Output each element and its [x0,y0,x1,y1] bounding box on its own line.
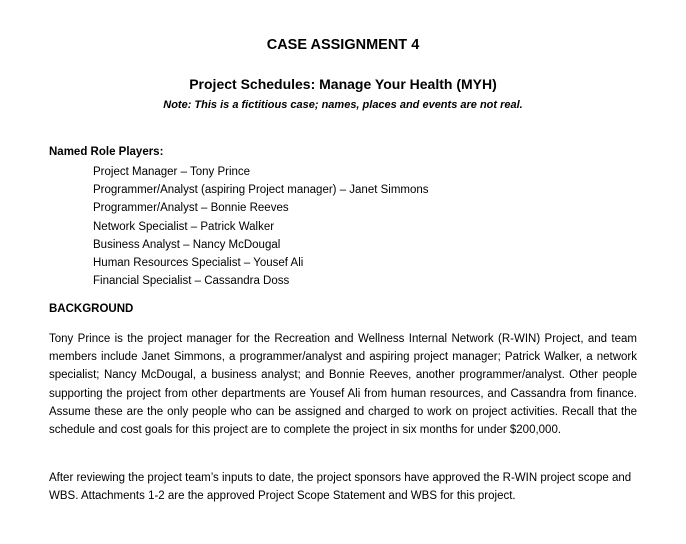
background-paragraph: Tony Prince is the project manager for the Recreation and Wellness Internal Network (R-WIN) Project, and team members include Janet Simmons, a programmer/analyst and aspiring project manager; Patrick Walker, a network specialist; Nancy McDougal, a business analyst; and Bonnie Reeves, another programmer/analyst. Other people supporting the project from other departments are Yousef Ali from human resources, and Cassandra from finance. Assume these are the only people who can be assigned and charged to work on project activities. Recall that the schedule and cost goals for this project are to complete the project in six months for under $200,000. [49,333,637,437]
background-heading: BACKGROUND [49,303,134,315]
role-item: Programmer/Analyst (aspiring Project manager) – Janet Simmons [93,184,429,197]
document-subtitle: Project Schedules: Manage Your Health (MYH) [189,76,497,92]
role-item: Business Analyst – Nancy McDougal [93,238,281,251]
role-item: Human Resources Specialist – Yousef Ali [93,256,304,269]
background-paragraph: After reviewing the project team’s inputs to date, the project sponsors have approved the R-WIN project scope and WBS. Attachments 1-2 are the approved Project Scope Statement and WBS for this project. [49,472,632,503]
role-item: Programmer/Analyst – Bonnie Reeves [93,202,289,215]
document-title: CASE ASSIGNMENT 4 [266,37,420,53]
roles-heading: Named Role Players: [49,146,164,158]
disclaimer-note: Note: This is a fictitious case; names, places and events are not real. [163,99,523,111]
role-item: Financial Specialist – Cassandra Doss [93,275,290,288]
role-item: Network Specialist – Patrick Walker [93,220,275,233]
roles-list [93,163,429,290]
role-item: Project Manager – Tony Prince [93,166,251,178]
